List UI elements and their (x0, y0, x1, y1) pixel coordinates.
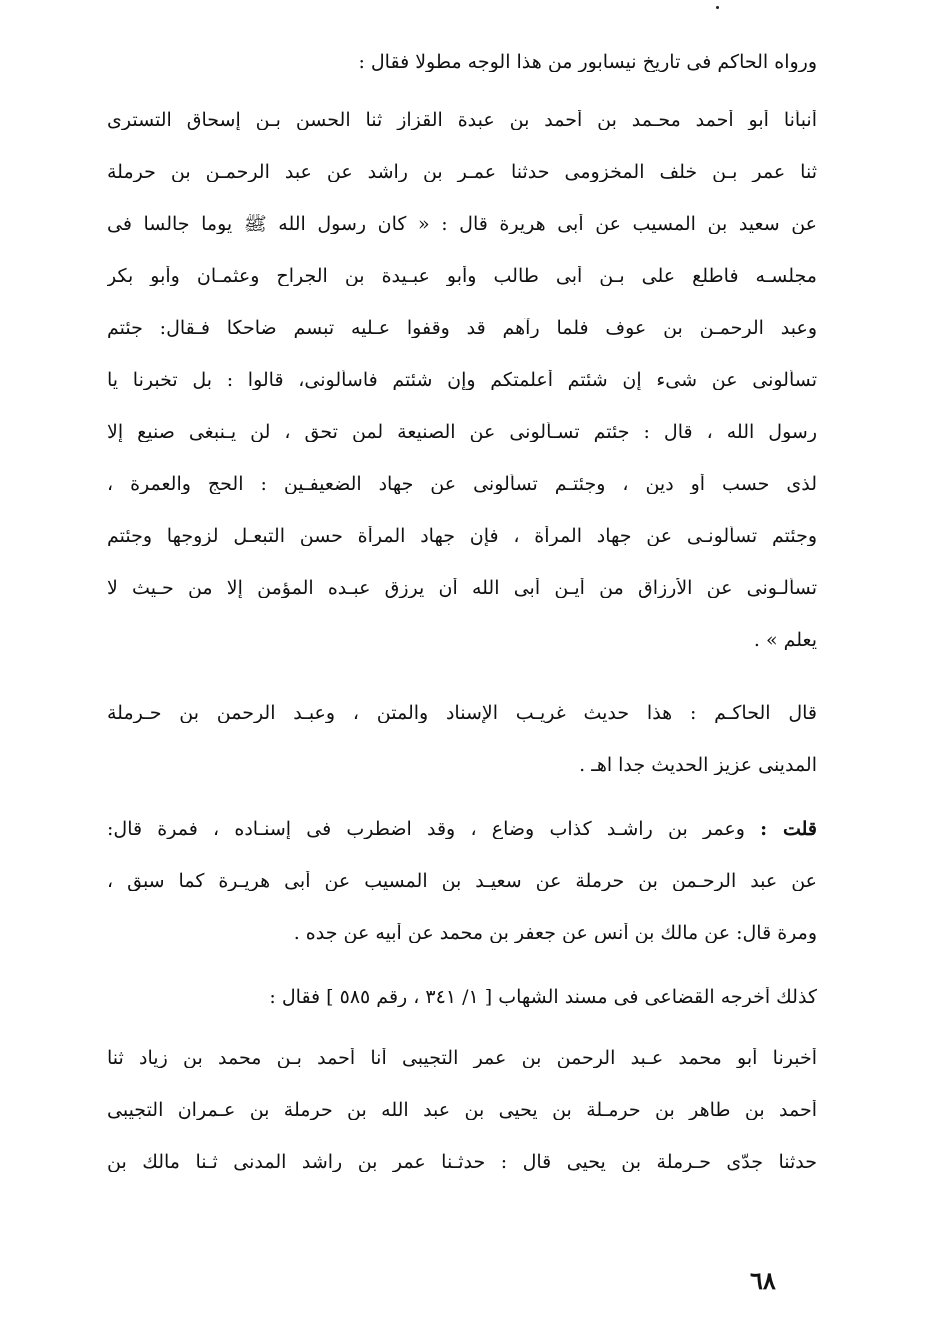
text-line: حدثنا جدّى حـرملة بن يحيى قال : حدثـنا عمر بن راشد المدنى ثـنا مالك بن (107, 1152, 817, 1172)
text-line: أنبأنا أبو أحمد محـمد بن أحمد بن عبدة القزاز ثنا الحسن بـن إسحاق التسترى (107, 110, 817, 130)
qultu-lead: قلت : (760, 819, 817, 839)
text-line: وجئتم تسألونـى عن جهاد المرأة ، فإن جهاد المرأة حسن التبعـل لزوجها وجئتم (107, 526, 817, 546)
text-line: ثنا عمر بـن خلف المخزومى حدثنا عمـر بن راشد عن عبد الرحمـن بن حرملة (107, 162, 817, 182)
text-line: يعلم » . (753, 630, 817, 650)
page-number: ٦٨ (750, 1266, 776, 1295)
text-line: كذلك أخرجه القضاعى فى مسند الشهاب [ ١/ ٣٤١ ، رقم ٥٨٥ ] فقال : (269, 987, 817, 1007)
hadith-paragraph (107, 110, 817, 650)
stray-dot (716, 6, 719, 9)
text-line: أخبرنا أبو محمد عـبد الرحمن بن عمر التجيبى أنا أحمد بـن محمد بن زياد ثنا (107, 1048, 817, 1068)
text-line: مجلسـه فاطلع على بـن أبى طالب وأبو عبـيدة بن الجراح وعثمـان وأبو بكر (107, 266, 817, 286)
text-line: وعبد الرحمـن بن عوف فلما رآهم قد وقفوا عـليه تبسم ضاحكا فـقال: جئتم (107, 318, 817, 338)
author-comment-paragraph (107, 819, 817, 943)
text-line: المدينى عزيز الحديث جدا اهـ . (579, 755, 817, 775)
source-reference-paragraph (107, 987, 817, 1007)
text-line: ورواه الحاكم فى تاريخ نيسابور من هذا الوجه مطولا فقال : (358, 52, 817, 72)
text-line: أحمد بن طاهر بن حرمـلة بن يحيى بن عبد الله بن حرملة بن عـمران التجيبى (107, 1100, 817, 1120)
isnad-paragraph (107, 1048, 817, 1172)
text-line (107, 819, 817, 839)
text-line: لذى حسب أو دين ، وجئتـم تسألونى عن جهاد الضعيفـين : الحج والعمرة ، (107, 474, 817, 494)
text-line: قال الحاكـم : هذا حديث غريـب الإسناد والمتن ، وعبـد الرحمن بن حـرملة (107, 703, 817, 723)
text-line: تسألونى عن شىء إن شئتم أعلمتكم وإن شئتم فاسألونى، قالوا : بل تخبرنا يا (107, 370, 817, 390)
hakim-comment-paragraph (107, 703, 817, 775)
text-line: عن سعيد بن المسيب عن أبى هريرة قال : « كان رسول الله ﷺ يوما جالسا فى (107, 214, 817, 234)
text-line: رسول الله ، قال : جئتم تسـألونى عن الصنيعة لمن تحق ، لن يـنبغى صنيع إلا (107, 422, 817, 442)
text-line: ومرة قال: عن مالك بن أنس عن جعفر بن محمد عن أبيه عن جده . (293, 923, 817, 943)
intro-paragraph (107, 52, 817, 72)
text-segment: وعمر بن راشـد كذاب وضاع ، وقد اضطرب فى إسنـاده ، فمرة قال: (107, 819, 761, 839)
text-line: عن عبد الرحـمن بن حرملة عن سعيـد بن المسيب عن أبى هريـرة كما سبق ، (107, 871, 817, 891)
text-line: تسألـونى عن الأرزاق من أيـن أبى الله أن يرزق عبـده المؤمن إلا من حـيث لا (107, 578, 817, 598)
